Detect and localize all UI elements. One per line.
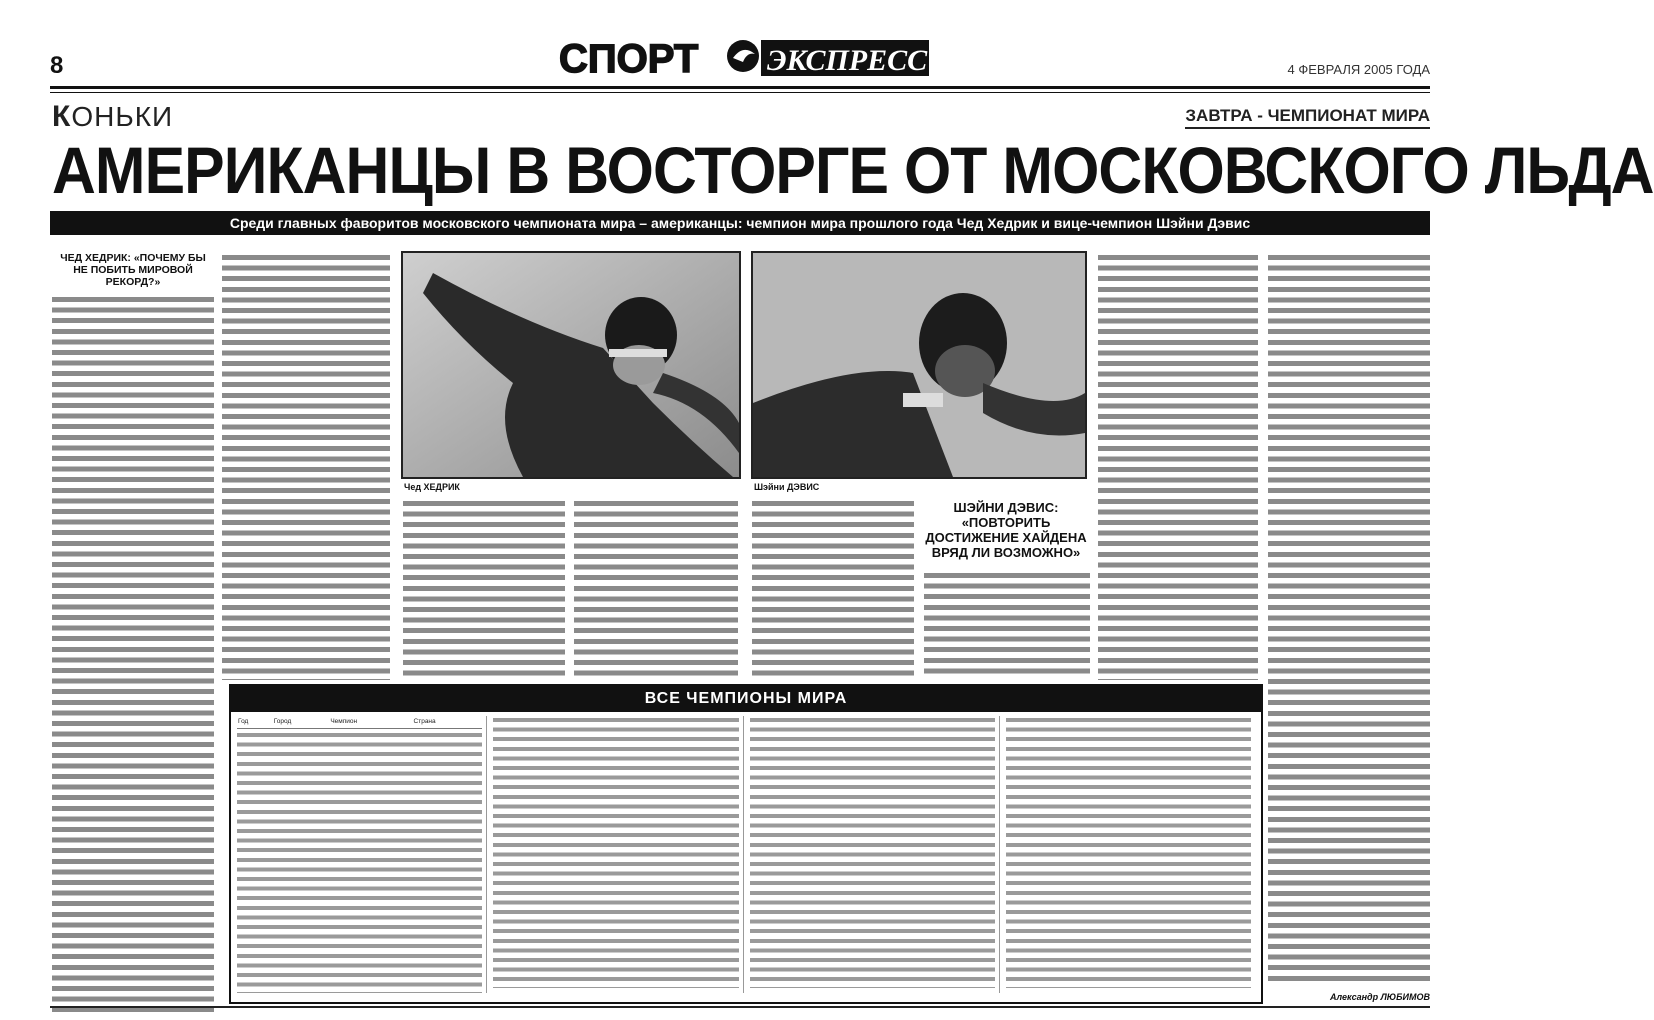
masthead-sport: СПОРТ [559, 37, 699, 81]
article-column-4 [574, 498, 738, 678]
champions-header-row [237, 716, 482, 728]
header-year: Год [237, 716, 273, 728]
article-column-8 [1268, 252, 1430, 986]
photo-skater-2 [751, 251, 1087, 479]
rubric-initial: К [52, 100, 72, 133]
article-column-2 [222, 252, 390, 680]
interview1-heading: ЧЕД ХЕДРИК: «ПОЧЕМУ БЫ НЕ ПОБИТЬ МИРОВОЙ РЕКОРД?» [60, 252, 206, 288]
article-column-1 [52, 252, 214, 1002]
article-column-7 [1098, 252, 1258, 680]
column-1-text [52, 294, 214, 1014]
champions-rows-4 [1006, 716, 1251, 988]
headline: АМЕРИКАНЦЫ В ВОСТОРГЕ ОТ МОСКОВСКОГО ЛЬДА [52, 133, 1654, 207]
bottom-rule [50, 1006, 1430, 1008]
masthead-logo [557, 34, 929, 80]
kicker: ЗАВТРА - ЧЕМПИОНАТ МИРА [1185, 106, 1430, 129]
photo2-caption: Шэйни ДЭВИС [754, 482, 820, 492]
champions-rows-2 [493, 716, 738, 988]
page-number: 8 [50, 52, 64, 79]
photo1-caption: Чед ХЕДРИК [404, 482, 460, 492]
champions-columns [231, 712, 1261, 993]
byline: Александр ЛЮБИМОВ [1330, 992, 1430, 1002]
interview2-heading: ШЭЙНИ ДЭВИС: «ПОВТОРИТЬ ДОСТИЖЕНИЕ ХАЙДЕНА ВРЯД ЛИ ВОЗМОЖНО» [925, 500, 1087, 560]
photo-skater-1 [401, 251, 741, 479]
champions-rows-1 [237, 731, 482, 993]
champions-box [229, 684, 1263, 1004]
issue-date: 4 ФЕВРАЛЯ 2005 ГОДА [1287, 62, 1430, 77]
header-country: Страна [413, 716, 483, 728]
champions-rows-3 [750, 716, 995, 988]
champions-column-1 [237, 716, 487, 993]
header-city: Город [273, 716, 330, 728]
champions-column-4 [1006, 716, 1255, 993]
champions-title: ВСЕ ЧЕМПИОНЫ МИРА [231, 686, 1261, 712]
masthead-express: ЭКСПРЕСС [767, 44, 928, 77]
article-column-6 [924, 570, 1090, 678]
top-rule-thin [50, 92, 1430, 93]
header-champion: Чемпион [329, 716, 412, 728]
subheadline: Среди главных фаворитов московского чемпионата мира – американцы: чемпион мира прошлого года Чед Хедрик и вице-чемпион Шэйни Дэвис [50, 211, 1430, 235]
rubric-rest: ОНЬКИ [71, 101, 174, 132]
champions-column-2 [493, 716, 743, 993]
champions-table [237, 716, 482, 729]
champions-column-3 [750, 716, 1000, 993]
top-rule [50, 86, 1430, 89]
section-rubric [52, 100, 173, 134]
article-column-3 [403, 498, 565, 678]
article-column-5 [752, 498, 914, 678]
